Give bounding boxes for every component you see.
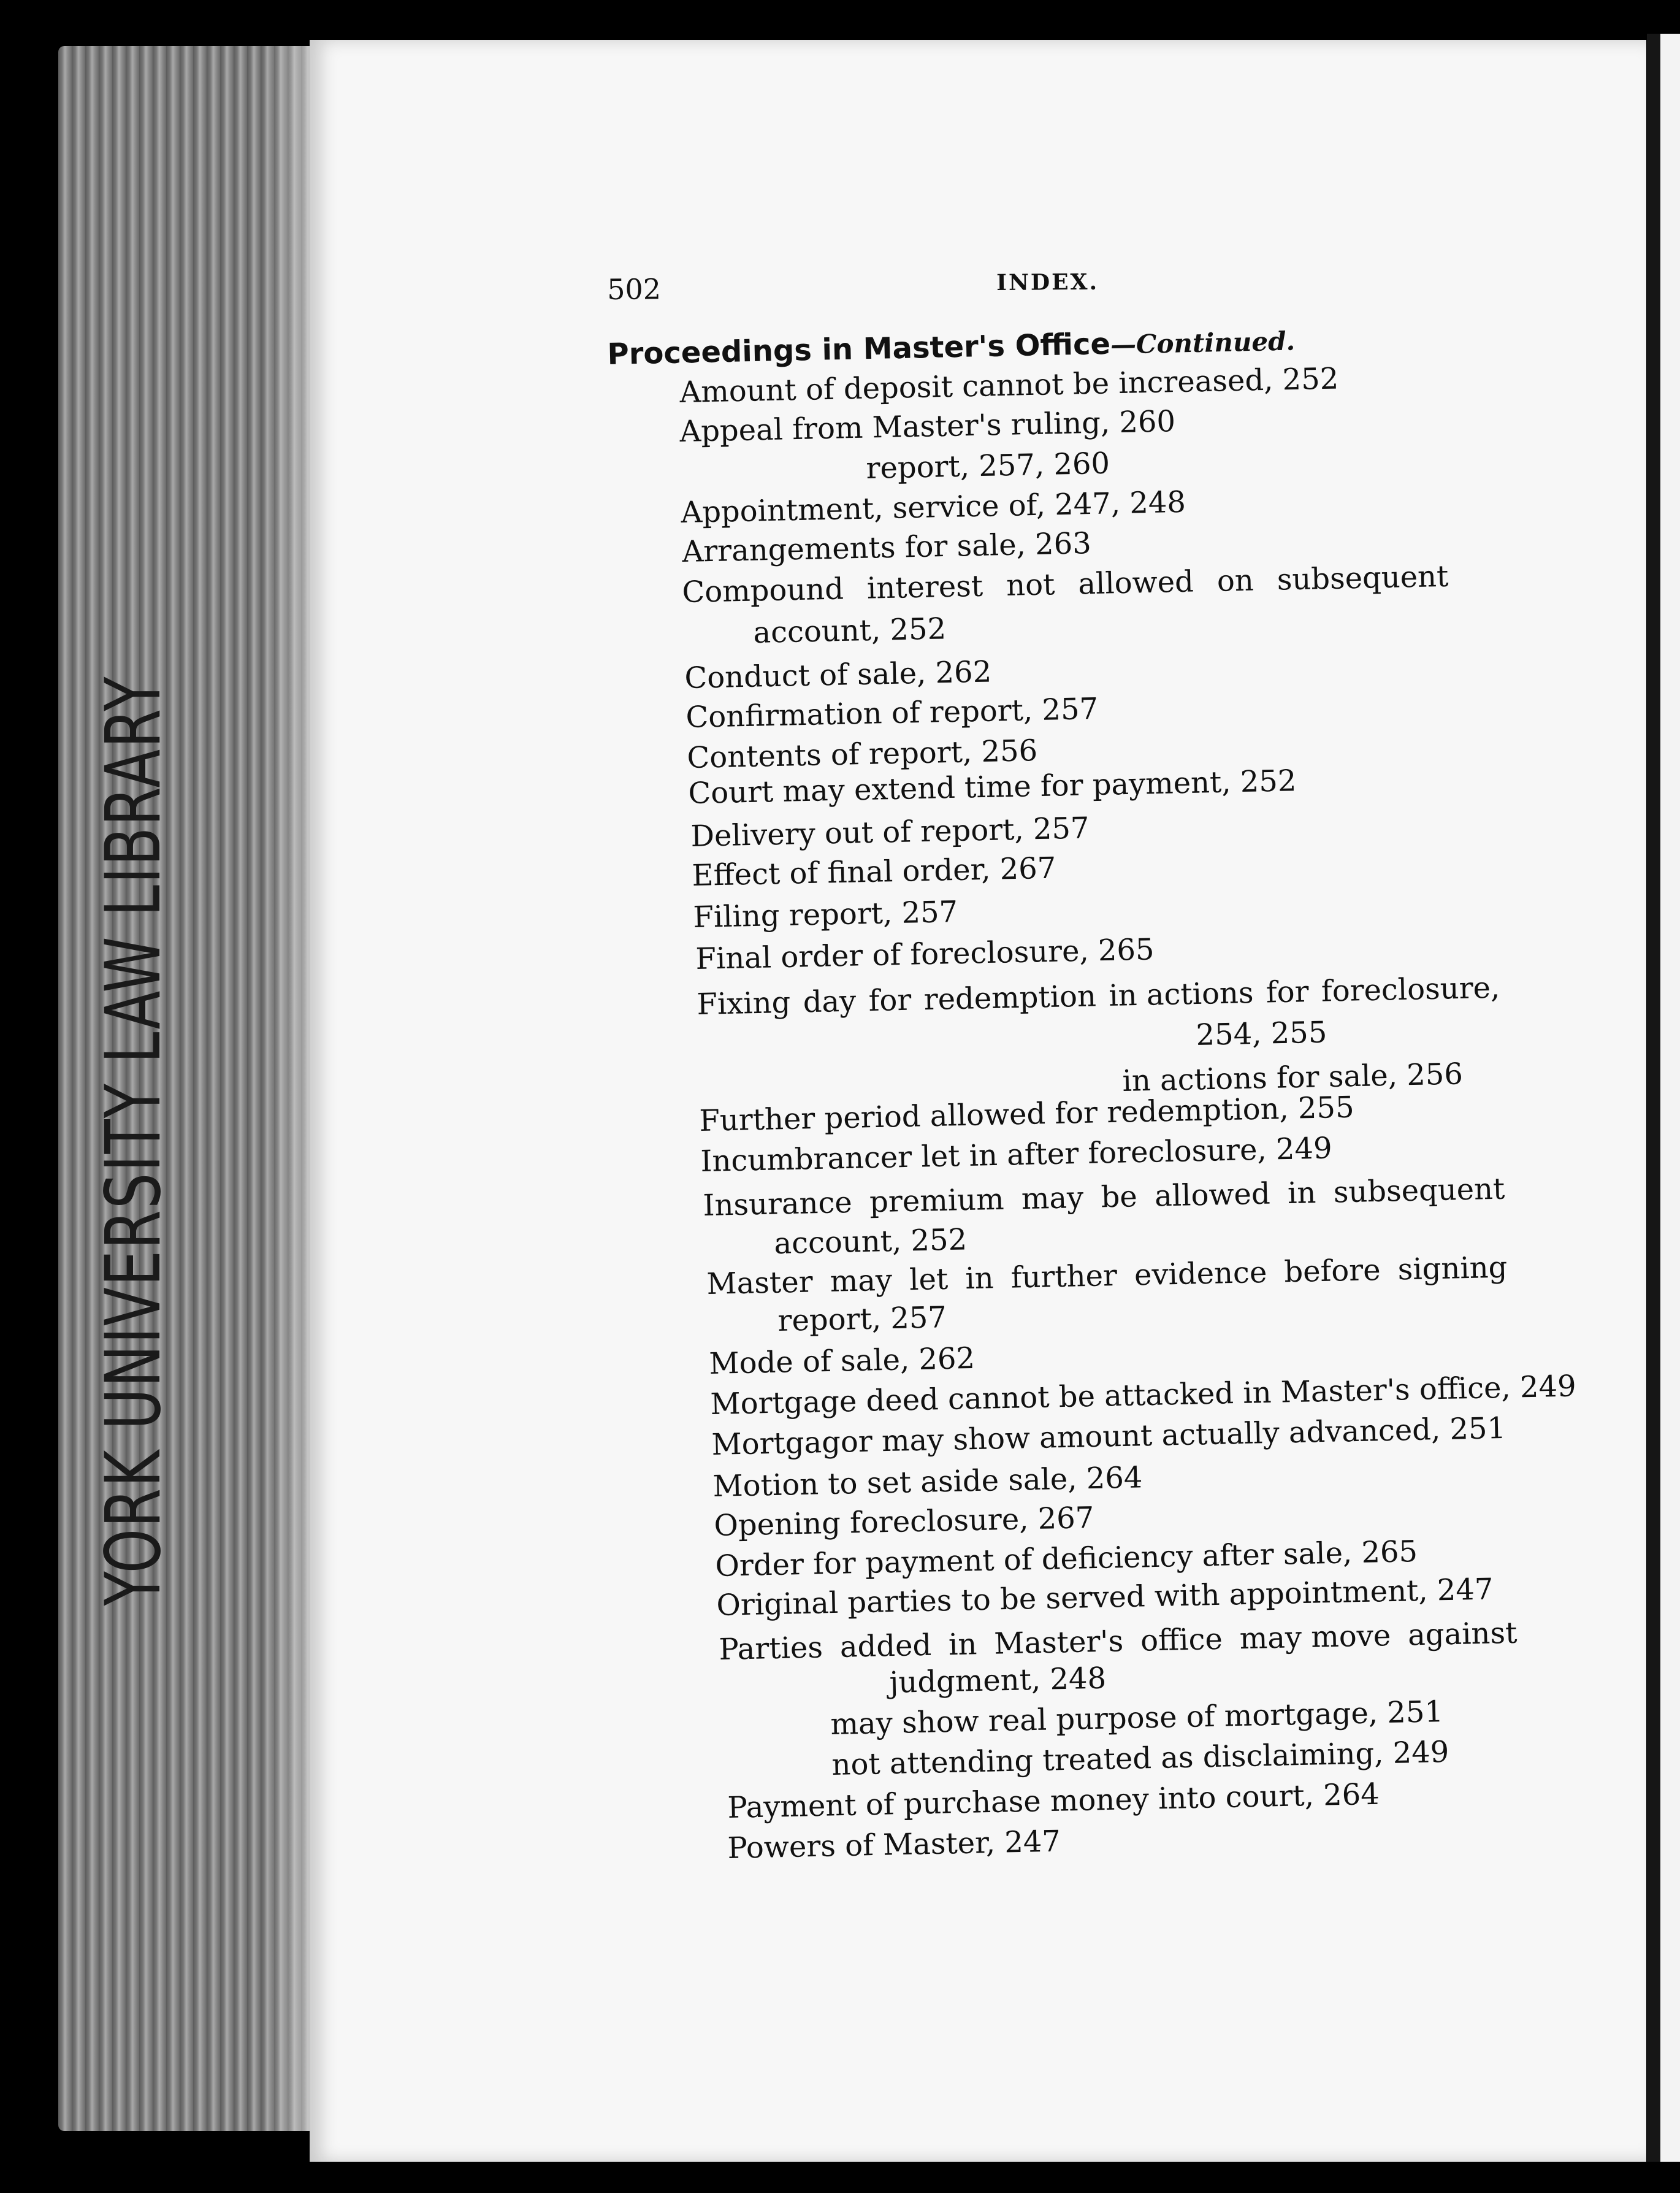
- word: against: [1407, 1615, 1518, 1653]
- word: foreclosure,: [1321, 970, 1500, 1009]
- index-entry: Contents of report, 256: [687, 733, 1038, 775]
- word: redemption: [923, 979, 1097, 1017]
- index-entry: not attending treated as disclaiming, 249: [831, 1734, 1449, 1782]
- word: Compound: [682, 572, 844, 610]
- index-entry: Appeal from Master's ruling, 260: [679, 404, 1176, 449]
- index-entry: judgment, 248: [889, 1661, 1107, 1700]
- word: for: [1266, 974, 1310, 1010]
- index-entry: Appointment, service of, 247, 248: [681, 484, 1186, 530]
- word: Master: [706, 1265, 814, 1301]
- index-entry: Motion to set aside sale, 264: [712, 1460, 1143, 1504]
- index-entry: Payment of purchase money into court, 264: [727, 1777, 1380, 1825]
- word: further: [1010, 1258, 1118, 1295]
- word: in: [964, 1261, 995, 1296]
- word: day: [803, 984, 857, 1020]
- index-entry: Confirmation of report, 257: [685, 691, 1099, 735]
- index-entry: Powers of Master, 247: [727, 1824, 1061, 1866]
- word: signing: [1397, 1250, 1508, 1287]
- word: office: [1140, 1621, 1223, 1658]
- index-entry: account, 252: [753, 611, 947, 650]
- index-entry: Further period allowed for redemption, 255: [699, 1090, 1355, 1138]
- index-entry: Court may extend time for payment, 252: [688, 764, 1297, 811]
- word: Fixing: [697, 985, 791, 1022]
- word: may: [830, 1263, 893, 1299]
- page-header: [607, 268, 1221, 316]
- word: before: [1283, 1252, 1381, 1290]
- index-entry: Mortgage deed cannot be attacked in Master's office, 249: [710, 1369, 1577, 1422]
- library-stamp: [89, 675, 178, 1606]
- word: in: [1287, 1176, 1316, 1211]
- index-entry: Opening foreclosure, 267: [714, 1501, 1094, 1543]
- word: in: [948, 1627, 977, 1663]
- word: allowed: [1154, 1176, 1271, 1214]
- index-entry: Conduct of sale, 262: [684, 654, 992, 695]
- index-entry: Incumbrancer let in after foreclosure, 249: [700, 1131, 1333, 1179]
- index-entry: 254, 255: [1196, 1015, 1327, 1052]
- word: premium: [869, 1182, 1005, 1220]
- opposite-page-edge: [1660, 34, 1680, 2162]
- running-head: INDEX.: [996, 269, 1099, 296]
- index-entry: Original parties to be served with appointment, 247: [716, 1572, 1494, 1623]
- library-stamp-text: YORK UNIVERSITY LAW LIBRARY: [89, 675, 178, 1606]
- index-entry: Final order of foreclosure, 265: [695, 932, 1155, 976]
- index-entry: account, 252: [774, 1222, 968, 1261]
- word: not: [1006, 567, 1055, 603]
- index-entry: Arrangements for sale, 263: [682, 526, 1092, 569]
- word: interest: [866, 568, 983, 606]
- word: may move: [1239, 1618, 1391, 1656]
- index-entry: may show real purpose of mortgage, 251: [830, 1694, 1444, 1742]
- word: evidence: [1134, 1255, 1267, 1293]
- word: added: [839, 1628, 932, 1664]
- index-entry: Mode of sale, 262: [709, 1341, 976, 1381]
- index-entry: in actions for sale, 256: [1122, 1057, 1464, 1098]
- word: Insurance: [703, 1185, 853, 1223]
- word: on: [1216, 563, 1254, 599]
- word: for: [868, 982, 912, 1019]
- word: subsequent: [1277, 559, 1449, 597]
- word: Master's: [993, 1624, 1124, 1661]
- heading-title: Proceedings in Master's Office: [607, 326, 1111, 372]
- word: in actions: [1108, 975, 1254, 1013]
- index-entry: Amount of deposit cannot be increased, 252: [679, 361, 1339, 410]
- index-entry: report, 257, 260: [866, 446, 1110, 486]
- binding-gap: [1647, 34, 1660, 2162]
- index-entry: Mortgagor may show amount actually advanced, 251: [711, 1410, 1506, 1462]
- index-entry: Effect of final order, 267: [692, 851, 1056, 893]
- word: allowed: [1077, 564, 1194, 602]
- word: Parties: [719, 1630, 823, 1667]
- index-entry: Filing report, 257: [693, 894, 958, 935]
- word: be: [1101, 1179, 1138, 1215]
- word: may: [1021, 1181, 1084, 1217]
- index-entry: Delivery out of report, 257: [690, 811, 1090, 854]
- index-entry: Order for payment of deficiency after sale, 265: [715, 1534, 1418, 1583]
- heading-continued: —Continued.: [1110, 326, 1296, 360]
- word: let: [909, 1261, 949, 1298]
- word: subsequent: [1333, 1171, 1505, 1210]
- page-number: 502: [607, 272, 662, 306]
- index-entry: report, 257: [777, 1300, 947, 1338]
